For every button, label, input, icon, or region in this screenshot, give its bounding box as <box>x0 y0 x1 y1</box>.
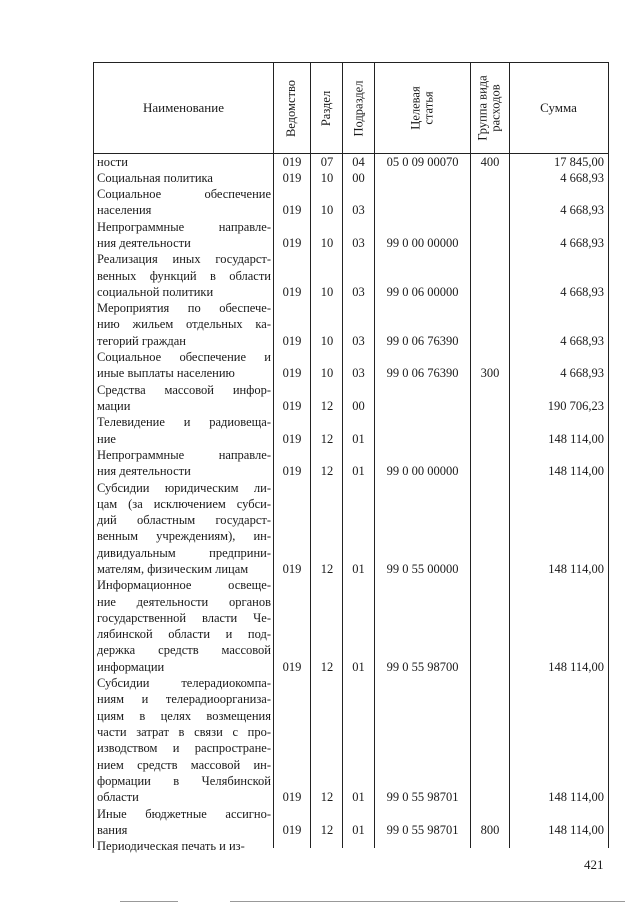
row-name-line: венным учреждениям), ин- <box>97 529 271 544</box>
row-vedomstvo: 019 <box>282 366 302 381</box>
row-name <box>97 154 271 170</box>
row-name <box>97 806 271 839</box>
row-name <box>97 382 271 415</box>
row-name-line: области <box>97 790 139 805</box>
row-name-line: ния деятельности <box>97 235 191 250</box>
header-celevaya-line2: статья <box>421 91 436 125</box>
header-gruppa-line2: расходов <box>489 84 504 132</box>
row-podrazdel: 03 <box>352 284 365 299</box>
row-name <box>97 300 271 349</box>
row-celevaya: 99 0 55 98701 <box>386 790 459 805</box>
row-podrazdel: 01 <box>352 431 365 446</box>
row-name-line: ния деятельности <box>97 464 191 479</box>
row-name <box>97 675 271 805</box>
row-name-line: цам (за исключением субси- <box>97 496 271 511</box>
row-razdel: 07 <box>320 154 334 169</box>
row-razdel: 10 <box>320 170 334 185</box>
row-name-line: населения <box>97 203 152 218</box>
row-name-line: Социальное обеспечение <box>97 187 271 202</box>
row-celevaya: 99 0 00 00000 <box>386 464 459 479</box>
row-summa: 148 114,00 <box>548 562 604 576</box>
header-celevaya <box>375 63 470 153</box>
header-podrazdel-label: Подраздел <box>351 80 365 136</box>
row-celevaya: 99 0 06 76390 <box>386 333 459 348</box>
header-gruppa-label <box>477 75 503 140</box>
row-summa: 4 668,93 <box>560 203 604 218</box>
header-vedomstvo <box>274 63 310 153</box>
row-name <box>97 414 271 447</box>
header-summa-label: Сумма <box>540 100 577 115</box>
row-name-line: тегорий граждан <box>97 333 186 348</box>
row-name-line: нию жильем отдельных ка- <box>97 317 271 332</box>
row-name-line: нием средств массовой ин- <box>97 757 271 772</box>
page-number: 421 <box>584 857 604 872</box>
row-podrazdel: 00 <box>352 170 365 185</box>
row-podrazdel: 01 <box>352 562 365 576</box>
row-name-line: Иные бюджетные ассигно- <box>97 806 271 821</box>
row-vedomstvo: 019 <box>282 333 302 348</box>
row-vedomstvo: 019 <box>282 431 302 446</box>
row-name-line: венных функций в области <box>97 268 271 283</box>
row-name <box>97 349 271 382</box>
row-name <box>97 480 271 578</box>
row-name <box>97 251 271 300</box>
row-name <box>97 577 271 675</box>
row-name-line: Субсидии юридическим ли- <box>97 480 271 495</box>
row-summa: 4 668,93 <box>560 366 604 381</box>
header-gruppa-line1: Группа вида <box>476 75 491 141</box>
row-summa: 148 114,00 <box>548 822 604 837</box>
row-summa: 148 114,00 <box>548 431 604 446</box>
row-name-line: ности <box>97 154 128 169</box>
row-razdel: 12 <box>320 659 334 674</box>
row-name-line: информации <box>97 659 165 674</box>
row-name-line: Телевидение и радиовеща- <box>97 415 271 430</box>
header-celevaya-label <box>410 86 436 129</box>
row-razdel: 12 <box>320 464 334 479</box>
row-name-line: лябинской области и под- <box>97 627 271 642</box>
row-summa: 17 845,00 <box>554 154 604 169</box>
row-name-line: Информационное освеще- <box>97 578 271 593</box>
row-name-line: дивидуальным предприни- <box>97 545 271 560</box>
header-name <box>94 63 273 153</box>
row-name-line: циям в целях возмещения <box>97 708 271 723</box>
row-name-line: Субсидии телерадиокомпа- <box>97 676 271 691</box>
row-razdel: 10 <box>320 333 334 348</box>
row-name-line: дий областным государст- <box>97 513 271 528</box>
row-summa: 148 114,00 <box>548 464 604 479</box>
row-razdel: 12 <box>320 431 334 446</box>
row-vedomstvo: 019 <box>282 154 302 169</box>
row-gruppa: 400 <box>480 154 500 169</box>
row-summa: 4 668,93 <box>560 284 604 299</box>
row-celevaya: 99 0 55 98700 <box>386 659 459 674</box>
row-podrazdel: 01 <box>352 464 365 479</box>
row-podrazdel: 01 <box>352 822 365 837</box>
row-razdel: 10 <box>320 284 334 299</box>
row-summa: 4 668,93 <box>560 236 604 250</box>
row-name-line: иные выплаты населению <box>97 366 235 381</box>
row-name-line: мации <box>97 398 131 413</box>
header-summa <box>510 63 607 153</box>
row-name-line: ние <box>97 431 116 446</box>
row-razdel: 10 <box>320 203 334 218</box>
row-name-line: держка средств массовой <box>97 643 271 658</box>
row-name-line: части затрат в связи с про- <box>97 724 271 739</box>
row-celevaya: 05 0 09 00070 <box>386 154 459 169</box>
row-vedomstvo: 019 <box>282 170 302 185</box>
header-celevaya-line1: Целевая <box>408 86 423 130</box>
row-name-line: Социальное обеспечение и <box>97 350 271 365</box>
row-vedomstvo: 019 <box>282 203 302 218</box>
row-name-line: формации в Челябинской <box>97 773 271 788</box>
column-divider <box>374 62 375 848</box>
row-podrazdel: 01 <box>352 659 365 674</box>
row-name-line: Реализация иных государст- <box>97 252 271 267</box>
row-name-line: изводством и распростране- <box>97 741 271 756</box>
header-gruppa <box>471 63 509 153</box>
row-celevaya: 99 0 55 00000 <box>386 562 459 576</box>
row-celevaya: 99 0 06 76390 <box>386 366 459 381</box>
row-name-line: Социальная политика <box>97 170 213 185</box>
row-name-line: Непрограммные направле- <box>97 219 271 234</box>
row-name-line: Непрограммные направле- <box>97 447 271 462</box>
row-name-line: ние деятельности органов <box>97 594 271 609</box>
row-podrazdel: 03 <box>352 236 365 250</box>
header-name-label: Наименование <box>143 100 224 115</box>
row-name <box>97 186 271 219</box>
header-razdel-label: Раздел <box>319 90 334 126</box>
header-podrazdel <box>343 63 374 153</box>
row-vedomstvo: 019 <box>282 822 302 837</box>
row-razdel: 12 <box>320 822 334 837</box>
row-vedomstvo: 019 <box>282 236 302 250</box>
row-name-line: социальной политики <box>97 284 214 299</box>
row-gruppa: 300 <box>480 366 500 381</box>
row-summa: 4 668,93 <box>560 170 604 185</box>
row-razdel: 10 <box>320 236 334 250</box>
row-name <box>97 838 271 854</box>
row-name-line: мателям, физическим лицам <box>97 561 249 576</box>
row-name-line: Мероприятия по обеспече- <box>97 301 271 316</box>
row-name-line: вания <box>97 822 128 837</box>
column-divider <box>470 62 471 848</box>
row-name-line: государственной власти Че- <box>97 610 271 625</box>
row-name <box>97 219 271 252</box>
row-podrazdel: 03 <box>352 333 365 348</box>
row-name-line: Периодическая печать и из- <box>97 839 245 854</box>
row-celevaya: 99 0 00 00000 <box>386 236 459 250</box>
row-podrazdel: 00 <box>352 399 365 413</box>
row-podrazdel: 03 <box>352 203 365 218</box>
row-razdel: 12 <box>320 790 334 805</box>
header-vedomstvo-label: Ведомство <box>284 79 299 137</box>
row-celevaya: 99 0 06 00000 <box>386 284 459 299</box>
scan-edge-line <box>120 901 178 902</box>
row-summa: 148 114,00 <box>548 659 604 674</box>
row-summa: 190 706,23 <box>547 399 604 413</box>
row-podrazdel: 03 <box>352 366 365 381</box>
row-razdel: 12 <box>320 399 334 413</box>
row-vedomstvo: 019 <box>282 562 302 576</box>
row-name-line: Средства массовой инфор- <box>97 382 271 397</box>
row-celevaya: 99 0 55 98701 <box>386 822 459 837</box>
row-vedomstvo: 019 <box>282 399 302 413</box>
row-name <box>97 447 271 480</box>
row-podrazdel: 01 <box>352 790 365 805</box>
row-vedomstvo: 019 <box>282 659 302 674</box>
row-podrazdel: 04 <box>352 154 365 169</box>
header-razdel <box>311 63 342 153</box>
row-vedomstvo: 019 <box>282 284 302 299</box>
row-razdel: 12 <box>320 562 334 576</box>
row-name <box>97 170 271 186</box>
row-name-line: ниям и телерадиоорганиза- <box>97 692 271 707</box>
row-gruppa: 800 <box>480 822 500 837</box>
row-razdel: 10 <box>320 366 334 381</box>
row-vedomstvo: 019 <box>282 790 302 805</box>
row-summa: 148 114,00 <box>548 790 604 805</box>
row-vedomstvo: 019 <box>282 464 302 479</box>
scan-edge-line <box>230 901 625 902</box>
row-summa: 4 668,93 <box>560 333 604 348</box>
